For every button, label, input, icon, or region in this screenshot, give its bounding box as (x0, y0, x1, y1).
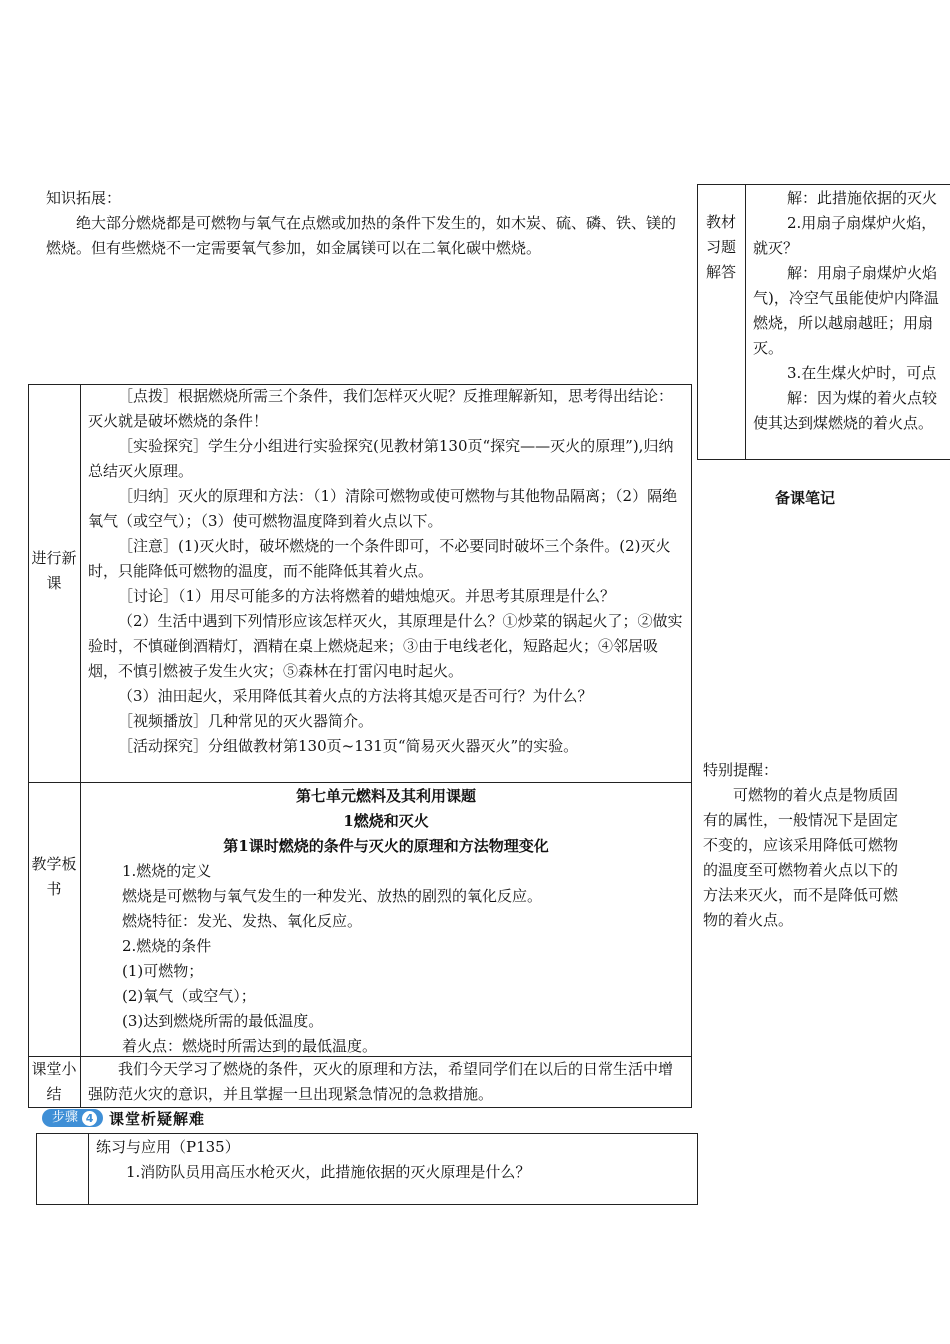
new-lesson-content (88, 384, 684, 759)
board-heading: 第1课时燃烧的条件与灭火的原理和方法物理变化 (223, 837, 549, 855)
lesson-para: ［归纳］灭火的原理和方法：（1）清除可燃物或使可燃物与其他物品隔离；（2）隔绝氧气（或空气）；（3）使可燃物温度降到着火点以下。 (88, 487, 678, 530)
lesson-para: ［讨论］（1）用尽可能多的方法将燃着的蜡烛熄灭。并思考其原理是什么？ (118, 587, 616, 605)
lesson-para: （3）油田起火，采用降低其着火点的方法将其熄灭是否可行？为什么？ (118, 687, 593, 705)
board-line: 燃烧是可燃物与氧气发生的一种发光、放热的剧烈的氧化反应。 (122, 887, 543, 905)
board-label: 教学板书 (31, 855, 77, 898)
answers-label: 教材习题解答 (705, 213, 736, 281)
board-content (88, 784, 684, 1059)
answer-line: 燃烧，所以越扇越旺；用扇 (753, 314, 934, 332)
answer-line: 气)，冷空气虽能使炉内降温 (753, 289, 939, 307)
summary-label: 课堂小结 (31, 1060, 77, 1103)
lesson-para: ［实验探究］学生分小组进行实验探究(见教材第130页“探究——灭火的原理”),归纳总结灭火原理。 (88, 437, 674, 480)
tip-body: 可燃物的着火点是物质固有的属性，一般情况下是固定不变的，应该采用降低可燃物的温度至可燃物着火点以下的方法来灭火，而不是降低可燃物的着火点。 (703, 786, 899, 929)
answers-content (753, 186, 950, 436)
row-divider (28, 782, 692, 783)
answer-line: 2.用扇子扇煤炉火焰， (787, 214, 937, 232)
board-line: 2.燃烧的条件 (122, 937, 212, 955)
new-lesson-label: 进行新课 (31, 549, 77, 592)
step-bar (42, 1108, 205, 1128)
board-line: 1.燃烧的定义 (122, 862, 212, 880)
step-pill-label: 步骤 (52, 1110, 79, 1125)
lesson-para: ［活动探究］分组做教材第130页~131页“简易灭火器灭火”的实验。 (118, 737, 579, 755)
board-line: 燃烧特征：发光、发热、氧化反应。 (122, 912, 363, 930)
answers-divider (745, 184, 746, 460)
knowledge-section (46, 186, 686, 261)
answer-line: 3.在生煤火炉时，可点 (787, 364, 937, 382)
knowledge-title: 知识拓展： (46, 189, 122, 207)
notes-title: 备课笔记 (774, 489, 835, 507)
answer-line: 使其达到煤燃烧的着火点。 (753, 414, 934, 432)
practice-title: 练习与应用（P135） (96, 1138, 240, 1156)
knowledge-body: 绝大部分燃烧都是可燃物与氧气在点燃或加热的条件下发生的，如木炭、硫、磷、铁、镁的燃烧。但有些燃烧不一定需要氧气参加，如金属镁可以在二氧化碳中燃烧。 (46, 214, 677, 257)
summary-body: 我们今天学习了燃烧的条件，灭火的原理和方法，希望同学们在以后的日常生活中增强防范火灾的意识，并且掌握一旦出现紧急情况的急救措施。 (88, 1060, 674, 1103)
practice-divider (88, 1133, 89, 1205)
lesson-para: （2）生活中遇到下列情形应该怎样灭火，其原理是什么？①炒菜的锅起火了；②做实验时，不慎碰倒酒精灯，酒精在桌上燃烧起来；③由于电线老化，短路起火；④邻居吸烟，不慎引燃被子发生火灾；⑤森林在打雷闪电时起火。 (88, 612, 683, 680)
table-col-divider (80, 384, 81, 1108)
board-line: (1)可燃物； (122, 962, 204, 980)
board-line: (3)达到燃烧所需的最低温度。 (122, 1012, 324, 1030)
board-heading: 1燃烧和灭火 (343, 812, 429, 830)
summary-content (88, 1057, 684, 1107)
lesson-para: ［点拨］根据燃烧所需三个条件，我们怎样灭火呢？反推理解新知，思考得出结论：灭火就是破坏燃烧的条件！ (88, 387, 674, 430)
special-tip (703, 758, 908, 933)
lesson-para: ［视频播放］几种常见的灭火器简介。 (118, 712, 374, 730)
board-line: 着火点：燃烧时所需达到的最低温度。 (122, 1037, 378, 1055)
practice-question: 1.消防队员用高压水枪灭火，此措施依据的灭火原理是什么？ (126, 1163, 531, 1181)
answer-line: 解：因为煤的着火点较 (787, 389, 938, 407)
board-heading: 第七单元燃料及其利用课题 (295, 787, 476, 805)
step-number: 4 (82, 1111, 97, 1126)
answer-line: 灭。 (753, 339, 784, 357)
answer-line: 解：此措施依据的灭火 (787, 189, 938, 207)
answer-line: 解：用扇子扇煤炉火焰 (787, 264, 938, 282)
board-line: (2)氧气（或空气）； (122, 987, 256, 1005)
step-title: 课堂析疑解难 (109, 1109, 206, 1128)
lesson-para: ［注意］(1)灭火时，破坏燃烧的一个条件即可，不必要同时破坏三个条件。(2)灭火时，只能降低可燃物的温度，而不能降低其着火点。 (88, 537, 671, 580)
answer-line: 就灭？ (753, 239, 799, 257)
practice-content (96, 1135, 686, 1185)
tip-title: 特别提醒： (703, 761, 779, 779)
step-badge (42, 1109, 103, 1127)
